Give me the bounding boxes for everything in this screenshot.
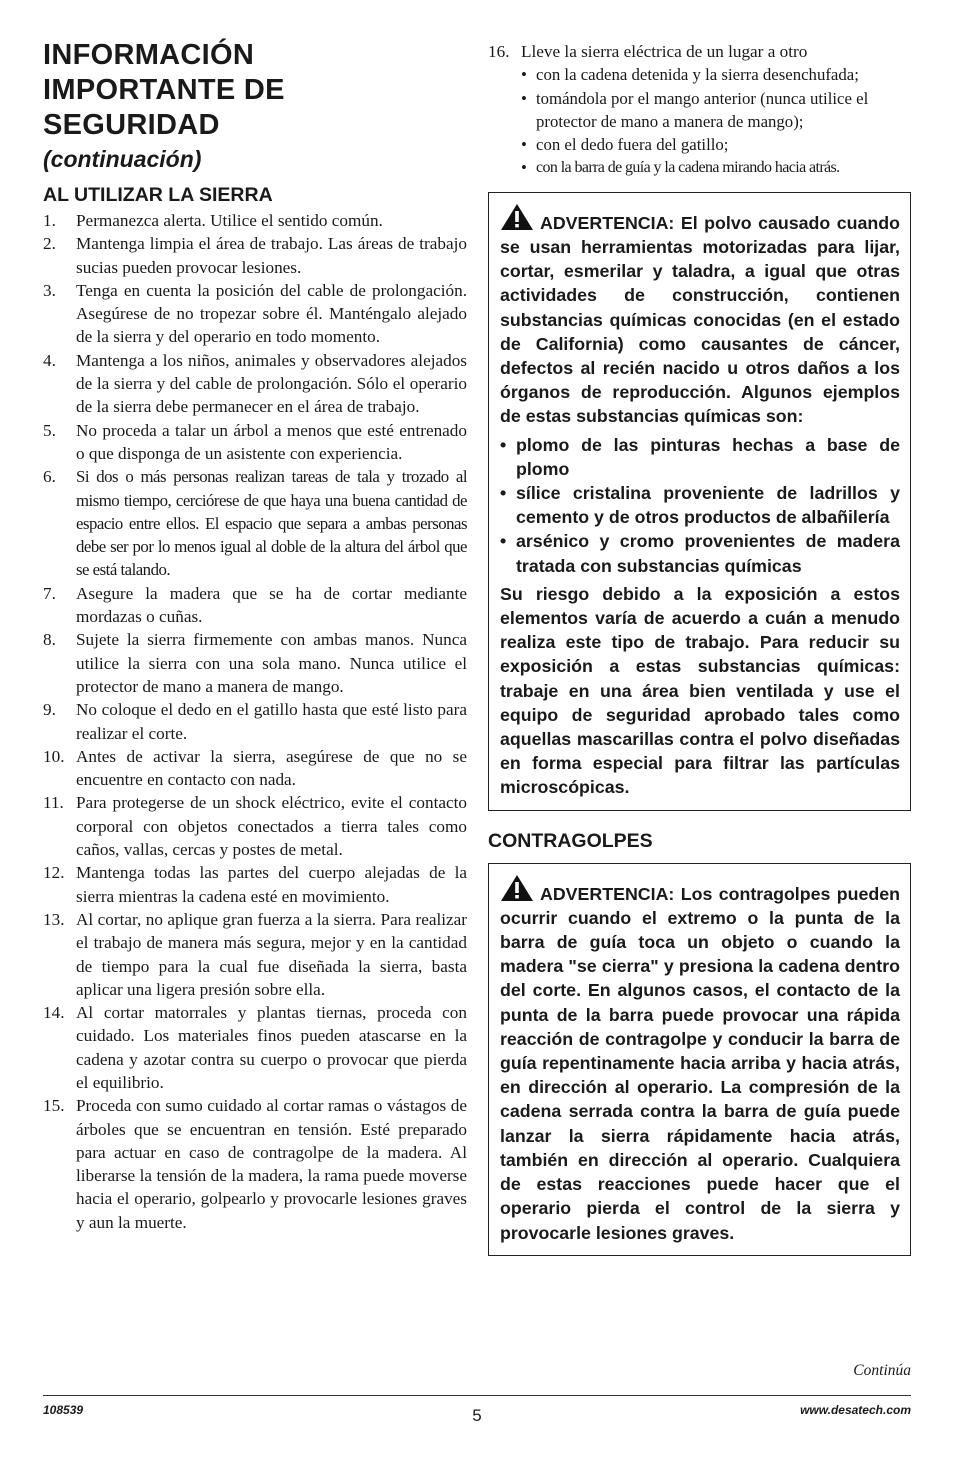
page-title [43, 38, 467, 143]
kickback-warning-box [488, 863, 911, 1256]
footer-divider [43, 1395, 911, 1396]
dust-warning-closing: Su riesgo debido a la exposición a estos elementos varía de acuerdo a cuán a menudo realiza este tipo de trabajo. Para reducir su exposición a estas substancias químicas: trabaje en una área bien ventilada y use el equipo de seguridad aprobado tales como aquellas mascarillas contra el polvo diseñadas en forma especial para filtrar las partículas microscópicas. [500, 583, 900, 798]
bullet-icon: • [521, 135, 527, 155]
bullet-icon: • [500, 434, 507, 455]
list-item: • con el dedo fuera del gatillo; [521, 133, 911, 156]
safety-list [43, 209, 467, 1234]
dust-warning-intro: ADVERTENCIA: El polvo causado cuando se usan herramientas motorizadas para lijar, cortar, esmerilar y taladra, a igual que otras actividades de construcción, contienen substancias químicas conocidas (en el estado de California) como causantes de cáncer, defectos al recién nacido u otros daños a los órganos de reproducción. Algunos ejemplos de estas substancias químicas son: [500, 203, 900, 429]
list-item: 6. Si dos o más personas realizan tareas de tala y trozado al mismo tiempo, cerciórese de que haya una buena cantidad de espacio entre ellos. El espacio que separa a ambas personas debe ser por lo menos igual al doble de la altura del árbol que se está talando. [43, 467, 467, 580]
left-column [43, 38, 467, 1234]
list-item: 1. Permanezca alerta. Utilice el sentido común. [43, 211, 383, 230]
bullet-icon: • [521, 158, 527, 178]
list-item: 3. Tenga en cuenta la posición del cable de prolongación. Asegúrese de no tropezar sobre él. Manténgalo alejado de la sierra y del operario en todo momento. [43, 280, 467, 347]
list-item: • sílice cristalina proveniente de ladrillos y cemento y de otros productos de albañilería [500, 481, 900, 529]
safety-list-continued [488, 40, 911, 63]
list-item: 15. Proceda con sumo cuidado al cortar ramas o vástagos de árboles que se encuentran en tensión. Esté preparado para actuar en caso de contragolpe de la madera. Al liberarse la tensión de la madera, la rama puede moverse hacia el operario, golpearlo y provocarle lesiones graves y aun la muerte. [43, 1096, 467, 1232]
page-number: 5 [472, 1406, 482, 1425]
bullet-icon: • [500, 531, 507, 552]
warning-triangle-icon [500, 203, 534, 231]
list-item: • con la barra de guía y la cadena mirando hacia atrás. [521, 156, 911, 179]
right-column [488, 40, 911, 1256]
section-heading-using-saw: AL UTILIZAR LA SIERRA [43, 184, 273, 206]
list-item: 4. Mantenga a los niños, animales y observadores alejados de la sierra y del cable de prolongación. Sólo el operario de la sierra debe permanecer en el área de trabajo. [43, 350, 467, 417]
list-item: 2. Mantenga limpia el área de trabajo. Las áreas de trabajo sucias pueden provocar lesiones. [43, 234, 467, 277]
list-item: 8. Sujete la sierra firmemente con ambas manos. Nunca utilice la sierra con una sola mano. Nunca utilice el protector de mano a manera de mango. [43, 630, 467, 696]
section-heading-kickback: CONTRAGOLPES [488, 829, 653, 852]
list-item: • arsénico y cromo provenientes de madera tratada con substancias químicas [500, 529, 900, 577]
website-link[interactable]: www.desatech.com [800, 1403, 911, 1417]
list-item: • con la cadena detenida y la sierra desenchufada; [521, 63, 911, 86]
document-number: 108539 [43, 1403, 84, 1417]
list-item: 7. Asegure la madera que se ha de cortar mediante mordazas o cuñas. [43, 583, 467, 627]
continues-label: Continúa [853, 1362, 911, 1379]
title-line-1: INFORMACIÓN [43, 39, 255, 71]
dust-chemicals-list [500, 433, 900, 578]
kickback-warning-text: ADVERTENCIA: Los contragolpes pueden ocurrir cuando el extremo o la punta de la barra de guía toca un objeto o cuando la madera "se cierra" y presiona la cadena dentro del corte. En algunos casos, el contacto de la punta de la barra puede provocar una rápida reacción de contragolpe y conducir la barra de guía repentinamente hacia arriba y hacia atrás, en dirección al operario. La compresión de la cadena serrada contra la barra de guía puede lanzar la sierra rápidamente hacia atrás, también en dirección al operario. Cualquiera de estas reacciones puede hacer que el operario pierda el control de la sierra y provocarle lesiones graves. [500, 874, 900, 1245]
warning-triangle-icon [500, 874, 534, 902]
bullet-icon: • [500, 483, 507, 504]
list-item: 10. Antes de activar la sierra, asegúrese de que no se encuentre en contacto con nada. [43, 746, 467, 790]
list-item: 12. Mantenga todas las partes del cuerpo alejadas de la sierra mientras la cadena esté en movimiento. [43, 863, 467, 906]
list-item: • plomo de las pinturas hechas a base de plomo [500, 433, 900, 481]
list-item: 11. Para protegerse de un shock eléctrico, evite el contacto corporal con objetos conectados a tierra tales como caños, vallas, cercas y postes de metal. [43, 793, 467, 860]
list-item: 14. Al cortar matorrales y plantas tiernas, proceda con cuidado. Los materiales finos pueden atascarse en la cadena y azotar contra su cuerpo o provocar que pierda el equilibrio. [43, 1003, 467, 1092]
list-item: 16. Lleve la sierra eléctrica de un lugar a otro [488, 42, 808, 61]
list-item: • tomándola por el mango anterior (nunca utilice el protector de mano a manera de mango); [521, 87, 911, 134]
bullet-icon: • [521, 65, 527, 85]
page-subtitle: (continuación) [43, 146, 202, 172]
title-line-2: IMPORTANTE DE [43, 74, 285, 106]
list-item: 9. No coloque el dedo en el gatillo hasta que esté listo para realizar el corte. [43, 700, 467, 743]
carry-saw-bullets [488, 63, 911, 179]
dust-warning-box [488, 192, 911, 811]
list-item: 13. Al cortar, no aplique gran fuerza a la sierra. Para realizar el trabajo de manera más segura, mejor y en la cantidad de tiempo para la cual fue diseñada la sierra, basta aplicar una ligera presión sobre ella. [43, 909, 467, 999]
list-item: 5. No proceda a talar un árbol a menos que esté entrenado o que disponga de un asistente con experiencia. [43, 420, 467, 463]
bullet-icon: • [521, 88, 527, 108]
title-line-3: SEGURIDAD [43, 109, 220, 141]
